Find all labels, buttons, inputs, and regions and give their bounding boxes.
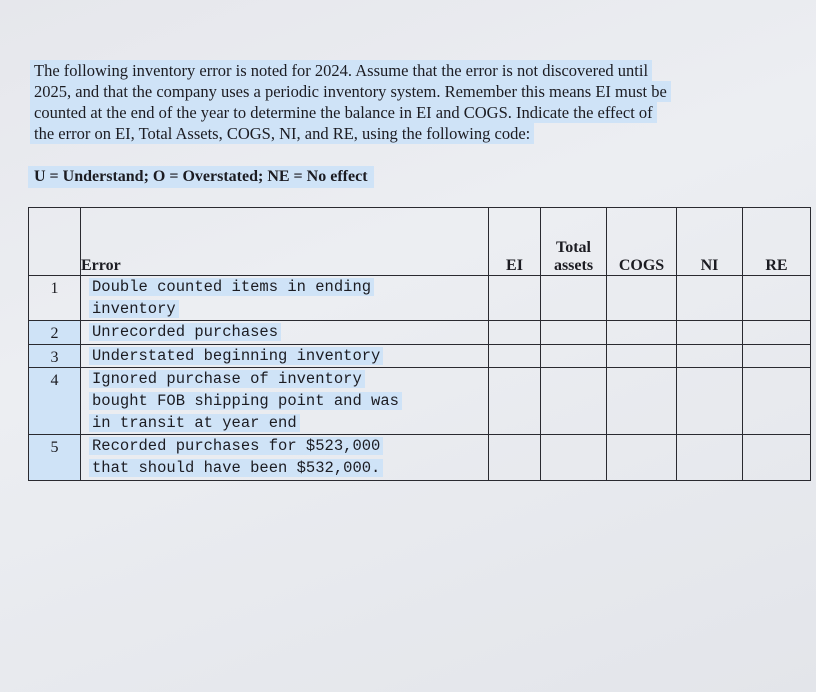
total-assets-answer-cell[interactable] — [541, 321, 607, 345]
total-assets-header: Total assets — [541, 208, 607, 276]
num-header — [29, 208, 81, 276]
instructions-line: The following inventory error is noted for 2024. Assume that the error is not discovered until — [30, 60, 652, 81]
error-description: Recorded purchases for $523,000 that should have been $532,000. — [81, 435, 489, 481]
instructions-line: 2025, and that the company uses a periodic inventory system. Remember this means EI must be — [30, 81, 671, 102]
table-row — [29, 368, 811, 435]
ei-answer-cell[interactable] — [489, 368, 541, 435]
re-answer-cell[interactable] — [743, 435, 811, 481]
re-header: RE — [743, 208, 811, 276]
code-legend: U = Understand; O = Overstated; NE = No effect — [28, 166, 374, 188]
ni-answer-cell[interactable] — [677, 368, 743, 435]
total-assets-answer-cell[interactable] — [541, 276, 607, 321]
ni-answer-cell[interactable] — [677, 276, 743, 321]
re-answer-cell[interactable] — [743, 276, 811, 321]
ei-header: EI — [489, 208, 541, 276]
row-number: 3 — [29, 345, 81, 368]
ni-header: NI — [677, 208, 743, 276]
table-row — [29, 321, 811, 345]
row-number: 1 — [29, 276, 81, 321]
ni-answer-cell[interactable] — [677, 321, 743, 345]
row-number: 2 — [29, 321, 81, 345]
re-answer-cell[interactable] — [743, 321, 811, 345]
re-answer-cell[interactable] — [743, 368, 811, 435]
error-description: Unrecorded purchases — [81, 321, 489, 345]
ni-answer-cell[interactable] — [677, 345, 743, 368]
ei-answer-cell[interactable] — [489, 435, 541, 481]
cogs-answer-cell[interactable] — [607, 435, 677, 481]
row-number: 5 — [29, 435, 81, 481]
error-description: Ignored purchase of inventory bought FOB shipping point and was in transit at year end — [81, 368, 489, 435]
instructions-paragraph — [30, 60, 760, 144]
cogs-answer-cell[interactable] — [607, 321, 677, 345]
error-description: Double counted items in ending inventory — [81, 276, 489, 321]
re-answer-cell[interactable] — [743, 345, 811, 368]
ei-answer-cell[interactable] — [489, 321, 541, 345]
row-number: 4 — [29, 368, 81, 435]
cogs-answer-cell[interactable] — [607, 345, 677, 368]
error-effects-table — [28, 207, 811, 481]
header-row — [29, 208, 811, 276]
error-description: Understated beginning inventory — [81, 345, 489, 368]
cogs-answer-cell[interactable] — [607, 368, 677, 435]
error-header: Error — [81, 208, 489, 276]
ei-answer-cell[interactable] — [489, 276, 541, 321]
table-row — [29, 345, 811, 368]
total-assets-answer-cell[interactable] — [541, 345, 607, 368]
instructions-line: counted at the end of the year to determine the balance in EI and COGS. Indicate the effect of — [30, 102, 657, 123]
total-assets-answer-cell[interactable] — [541, 368, 607, 435]
table-row — [29, 276, 811, 321]
total-assets-answer-cell[interactable] — [541, 435, 607, 481]
cogs-answer-cell[interactable] — [607, 276, 677, 321]
instructions-line: the error on EI, Total Assets, COGS, NI, and RE, using the following code: — [30, 123, 534, 144]
table-row — [29, 435, 811, 481]
cogs-header: COGS — [607, 208, 677, 276]
ei-answer-cell[interactable] — [489, 345, 541, 368]
ni-answer-cell[interactable] — [677, 435, 743, 481]
